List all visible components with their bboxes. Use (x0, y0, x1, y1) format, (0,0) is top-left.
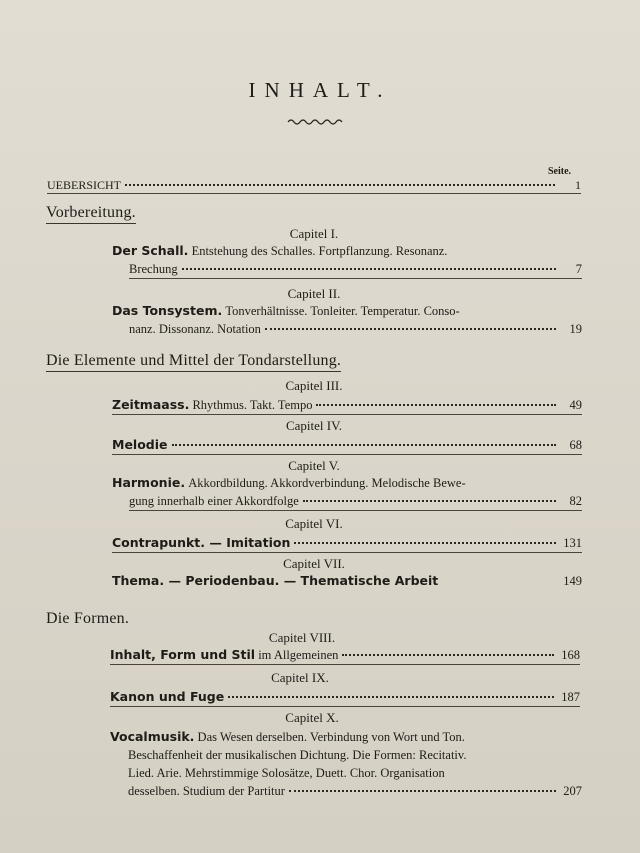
page-number: 131 (563, 536, 582, 550)
entry-title: Kanon und Fuge (110, 689, 225, 704)
chapter-heading: Capitel IX. (271, 670, 329, 685)
toc-entry-chapter-7[interactable] (112, 572, 582, 590)
entry-description-cont: gung innerhalb einer Akkordfolge (129, 494, 299, 508)
page-number: 49 (569, 398, 582, 412)
page-title: INHALT. (248, 78, 392, 102)
leader-dots (303, 499, 556, 502)
section-heading: Vorbereitung. (46, 204, 136, 224)
entry-description-cont: Beschaffenheit der musikalischen Dichtung. Die Formen: Recitativ. (128, 748, 467, 762)
page-number: 187 (561, 690, 580, 704)
leader-dots (228, 695, 554, 698)
leader-dots (289, 789, 556, 792)
chapter-heading: Capitel I. (289, 226, 339, 241)
leader-dots (316, 403, 556, 406)
page-number: 7 (575, 262, 582, 276)
chapter-heading: Capitel X. (285, 710, 339, 725)
leader-dots (265, 327, 556, 330)
toc-entry-uebersicht[interactable] (47, 178, 581, 194)
ornament-divider (287, 117, 345, 127)
section-heading: Die Formen. (46, 610, 130, 627)
chapter-heading: Capitel VIII. (268, 630, 336, 645)
entry-title: Melodie (112, 437, 168, 452)
entry-description: Das Wesen derselben. Verbindung von Wort und Ton. (197, 730, 465, 744)
entry-description: Entstehung des Schalles. Fortpflanzung. Resonanz. (191, 244, 448, 258)
page-number: 168 (561, 648, 580, 662)
leader-dots (172, 443, 557, 446)
leader-space (442, 579, 556, 582)
entry-description: im Allgemeinen (258, 648, 339, 662)
entry-description-cont: Lied. Arie. Mehrstimmige Solosätze, Duett. Chor. Organisation (128, 766, 445, 780)
leader-dots (342, 653, 554, 656)
toc-entry-chapter-4[interactable] (112, 436, 582, 455)
entry-title: Der Schall. (112, 243, 189, 258)
entry-description: Akkordbildung. Akkordverbindung. Melodische Bewe- (188, 476, 466, 490)
toc-entry-chapter-8[interactable] (110, 646, 580, 665)
toc-entry-chapter-3[interactable] (112, 396, 582, 415)
entry-title: Vocalmusik. (110, 729, 195, 744)
chapter-heading: Capitel II. (287, 286, 341, 301)
entry-description-cont: Brechung (129, 262, 178, 276)
leader-dots (294, 541, 556, 544)
toc-entry-chapter-1[interactable] (112, 242, 582, 279)
entry-title: Das Tonsystem. (112, 303, 223, 318)
page-number: 19 (569, 322, 582, 336)
leader-dots (125, 183, 555, 186)
section-heading: Die Elemente und Mittel der Tondarstellung. (46, 352, 341, 372)
page-number: 207 (563, 784, 582, 798)
leader-dots (182, 267, 556, 270)
entry-title: UEBERSICHT (47, 178, 122, 192)
chapter-heading: Capitel IV. (285, 418, 343, 433)
entry-description-cont: nanz. Dissonanz. Notation (129, 322, 261, 336)
toc-entry-chapter-10[interactable] (110, 728, 582, 800)
entry-title: Thema. — Periodenbau. — Thematische Arbeit (112, 573, 439, 588)
page-number: 149 (563, 574, 582, 588)
chapter-heading: Capitel III. (285, 378, 343, 393)
entry-description-cont: desselben. Studium der Partitur (128, 784, 285, 798)
toc-entry-chapter-5[interactable] (112, 474, 582, 511)
page-number: 82 (569, 494, 582, 508)
toc-entry-chapter-2[interactable] (112, 302, 582, 338)
toc-entry-chapter-6[interactable] (112, 534, 582, 553)
entry-description: Tonverhältnisse. Tonleiter. Temperatur. Conso- (225, 304, 460, 318)
entry-title: Zeitmaass. (112, 397, 190, 412)
entry-title: Contrapunkt. — Imitation (112, 535, 291, 550)
entry-title: Harmonie. (112, 475, 186, 490)
page-number: 68 (569, 438, 582, 452)
toc-entry-chapter-9[interactable] (110, 688, 580, 707)
chapter-heading: Capitel V. (288, 458, 340, 473)
entry-description: Rhythmus. Takt. Tempo (192, 398, 313, 412)
page-column-label: Seite. (548, 166, 572, 177)
chapter-heading: Capitel VII. (283, 556, 345, 571)
page-number: 1 (575, 178, 581, 192)
entry-title: Inhalt, Form und Stil (110, 647, 256, 662)
chapter-heading: Capitel VI. (285, 516, 343, 531)
